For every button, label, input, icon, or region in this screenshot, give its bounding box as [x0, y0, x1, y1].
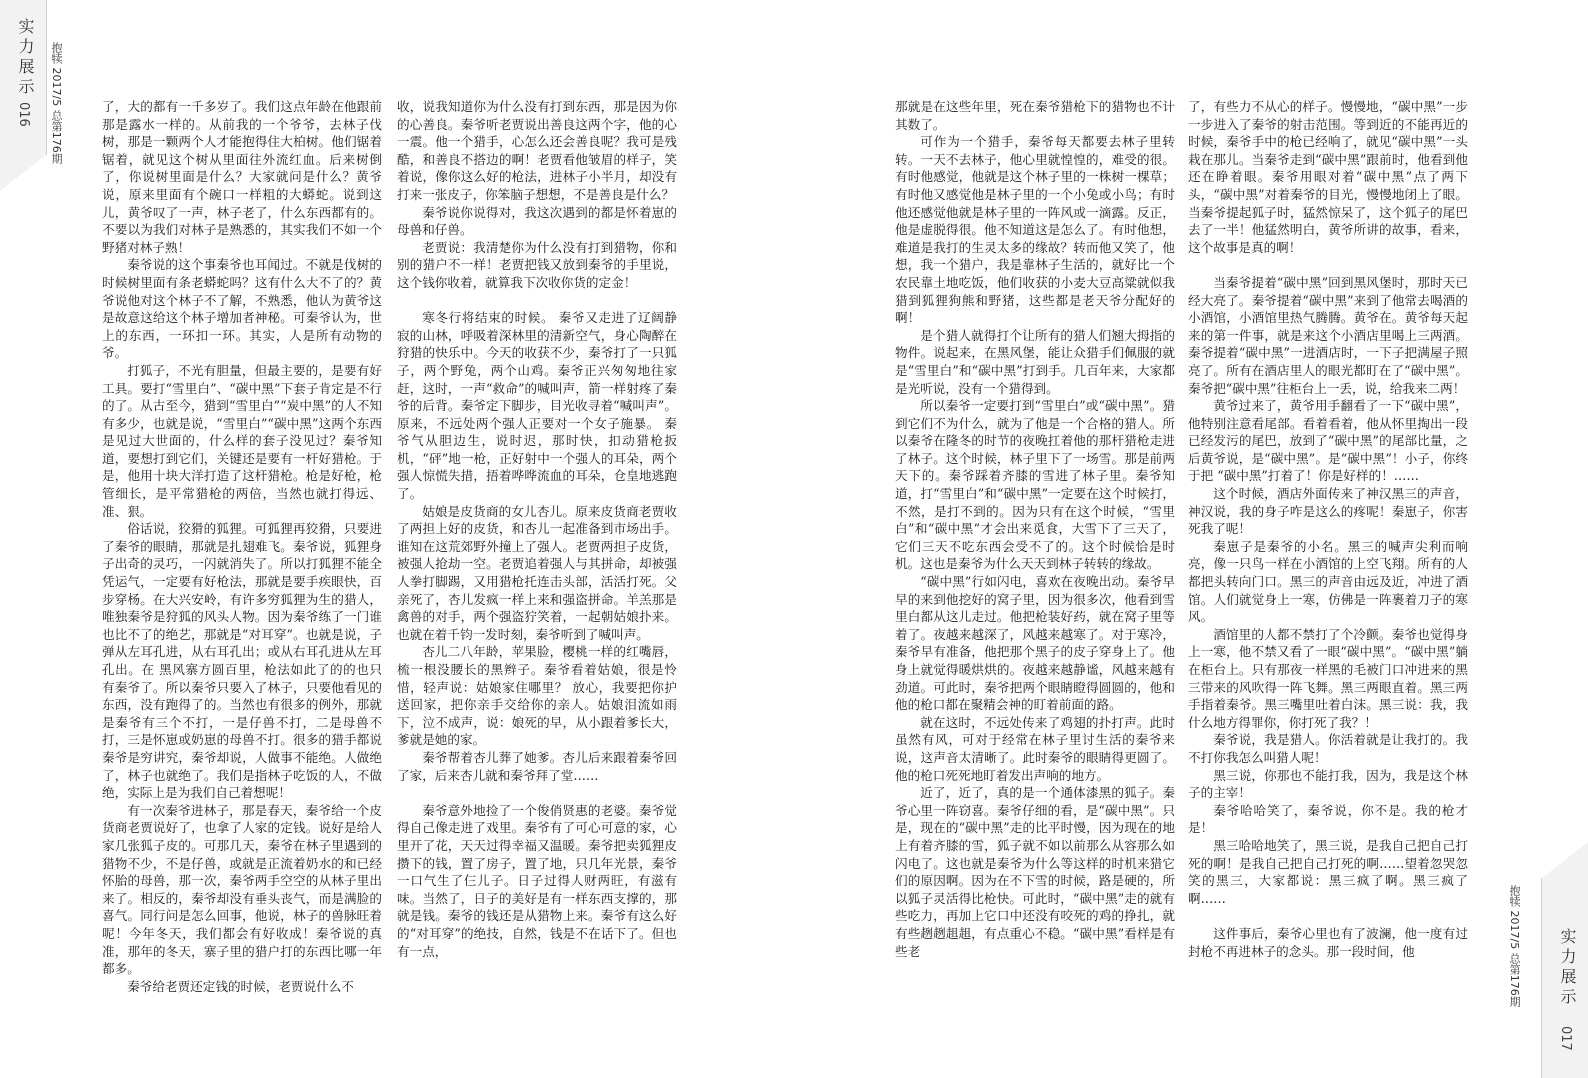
paragraph: 秦爷说的这个事秦爷也耳闻过。不就是伐树的时候树里面有条老蟒蛇吗？这有什么大不了的？黄爷说他对这个林子不了解，不熟悉，他认为黄爷这是故意这给这个林子增加者神秘。可秦爷认为，世上的东西，一环扣一环。其实，人是所有动物的爷。 [102, 257, 382, 361]
paragraph: 黑三哈哈地笑了，黑三说，是我自己把自己打死的啊！是我自己把自己打死的啊……望着忽哭忽笑的黑三，大家都说：黑三疯了啊。黑三疯了啊…… [1188, 837, 1468, 906]
paragraph: 秦爷给老贾还定钱的时候，老贾说什么不 [127, 978, 354, 994]
paragraph: 秦爷帮着杏儿葬了她爹。杏儿后来跟着秦爷回了家，后来杏儿就和秦爷拜了堂…… [397, 749, 677, 783]
paragraph: 是个猎人就得打个让所有的猎人们翘大拇指的物件。说起来，在黑风堡，能让众猎手们佩服的就是“雪里白”和“碳中黑”打到手。几百年来，大家都是光听说，没有一个猎得到。 [895, 327, 1175, 396]
paragraph: 秦爷说，我是猎人。你活着就是让我打的。我不打你我怎么叫猎人呢！ [1188, 732, 1468, 765]
paragraph: 秦崽子是秦爷的小名。黑三的喊声尖利而响亮，像一只鸟一样在小酒馆的上空飞翔。所有的人都把头转向门口。黑三的声音由远及近，冲进了酒馆。人们就觉身上一寒，仿佛是一阵裹着刀子的寒风。 [1188, 538, 1468, 625]
paragraph: 收，说我知道你为什么没有打到东西，那是因为你的心善良。秦爷听老贾说出善良这两个字，他的心一震。他一个猎手，心怎么还会善良呢？我可是残酷，和善良不搭边的啊！老贾看他皱眉的样子，笑着说，像你这么好的枪法，进林子小半月，却没有打来一张皮子，你笨脑子想想，不是善良是什么？ [397, 99, 677, 202]
right-page [794, 0, 1588, 1078]
paragraph: 黄爷过来了，黄爷用手翻看了一下“碳中黑”，他特别注意看尾部。看着看着，他从怀里掏出一段已经发污的尾巴，放到了“碳中黑”的尾部比量，之后黄爷说，是“碳中黑”。是“碳中黑”！小子，你终于把 “碳中黑”打着了！你是好样的！…… [1188, 398, 1468, 484]
paragraph: 秦爷说你说得对，我这次遇到的都是怀着崽的母兽和仔兽。 [397, 204, 677, 238]
left-section-label: 实力展示 [16, 18, 35, 98]
paragraph: “碳中黑”行如闪电，喜欢在夜晚出动。秦爷早早的来到他挖好的窝子里，因为很多次，他看到雪里白都从这儿走过。他把枪装好药，就在窝子里等着了。夜越来越深了，风越来越寒了。对于寒冷，秦爷早有准备，他把那个黑子的皮子穿身上了。他身上就觉得暖烘烘的。夜越来越静谧，风越来越有劲道。可此时，秦爷把两个眼睛瞪得圆圆的，他和他的枪口都在聚精会神的盯着前面的路。 [895, 574, 1175, 713]
paragraph: 黑三说，你那也不能打我，因为，我是这个林子的主宰！ [1188, 767, 1468, 801]
paragraph: 所以秦爷一定要打到“雪里白”或“碳中黑”。猎到它们不为什么，就为了他是一个合格的猎人。所以秦爷在隆冬的时节的夜晚扛着他的那杆猎枪走进了林子。这个时候，林子里下了一场雪。那是前两天下的。秦爷踩着齐膝的雪进了林子里。秦爷知道，打“雪里白”和“碳中黑”一定要在这个时候打，不然，是打不到的。因为只有在这个时候，“雪里白”和“碳中黑”才会出来觅食，大雪下了三天了，它们三天不吃东西会受不了的。这个时候恰是时机。这也是秦爷为什么天天到林子转转的缘故。 [895, 398, 1175, 572]
paragraph: 寒冬行将结束的时候。 秦爷又走进了辽阔静寂的山林，呼吸着深林里的清新空气，身心陶醉在狩猎的快乐中。今天的收获不少，秦爷打了一只狐子，两个野兔，两个山鸡。秦爷正兴匆匆地往家赶，这时，一声“救命”的喊叫声，箭一样射疼了秦爷的后背。秦爷定下脚步，目光收寻着“喊叫声”。原来，不远处两个强人正要对一个女子施暴。 秦爷气从胆边生，说时迟，那时快，扣动猎枪扳机，“砰”地一枪，正好射中一个强人的耳朵，两个强人惊慌失措，捂着哗哗流血的耳朵，仓皇地逃跑了。 [397, 310, 677, 502]
paragraph: 秦爷哈哈笑了，秦爷说，你不是。我的枪才是！ [1188, 802, 1468, 836]
paragraph: 秦爷意外地捡了一个俊俏贤惠的老婆。秦爷觉得自己像走进了戏里。秦爷有了可心可意的家，心里开了花，天天过得幸福又温暖。秦爷把卖狐狸皮攒下的钱，置了房子，置了地，只几年光景，秦爷一口气生了仨儿子。日子过得人财两旺，有滋有味。当然了，日子的美好是有一样东西支撑的，那就是钱。秦爷的钱还是从猎物上来。秦爷有这么好的“对耳穿”的绝技，自然，钱是不在话下了。但也有一点， [397, 802, 677, 959]
right-page-number: 017 [1558, 1026, 1573, 1051]
left-issue-info: 抱犊 2017/5 总第176期 [50, 42, 63, 164]
right-issue-info: 抱犊 2017/5 总第176期 [1508, 885, 1521, 1007]
paragraph: 打狐子，不光有胆量，但最主要的，是要有好工具。要打“雪里白”、“碳中黑”下套子肯定是不行的了。从古至今，猎到“雪里白”“炭中黑”的人不知有多少，也就是说，“雪里白”“碳中黑”这两个东西是见过大世面的，什么样的套子没见过？秦爷知道，要想打到它们，关键还是要有一杆好猎枪。于是，他用十块大洋打造了这杆猎枪。枪是好枪，枪管细长，是平常猎枪的两倍，当然也就打得远、准、狠。 [102, 362, 382, 519]
paragraph: 就在这时，不远处传来了鸡翅的扑打声。此时虽然有风，可对于经常在林子里讨生活的秦爷来说，这声音太清晰了。此时秦爷的眼睛得更圆了。他的枪口死死地盯着发出声响的地方。 [895, 714, 1175, 783]
right-column-2 [1188, 98, 1468, 960]
right-section-label: 实力展示 [1558, 928, 1577, 1008]
paragraph: 老贾说：我清楚你为什么没有打到猎物，你和别的猎户不一样！老贾把钱又放到秦爷的手里说，这个钱你收着，就算我下次收你货的定金！ [397, 239, 677, 290]
left-column-2 [397, 98, 677, 960]
paragraph: 杏儿二八年龄，苹果脸，樱桃一样的红嘴唇，梳一根没腰长的黑辫子。秦爷看着姑娘，很是怜惜，轻声说：姑娘家住哪里？ 放心，我要把你护送回家，把你亲手交给你的亲人。姑娘泪流如雨下，泣不成声，说：娘死的早，从小跟着爹长大，爹就是她的家。 [397, 644, 677, 748]
left-column-1 [102, 98, 382, 995]
right-page-section-tab [1541, 878, 1588, 1078]
paragraph: 酒馆里的人都不禁打了个冷颤。秦爷也觉得身上一寒，他不禁又看了一眼“碳中黑”。“碳中黑”躺在柜台上。只有那夜一样黑的毛被门口冲进来的黑三带来的风吹得一阵飞舞。黑三两眼直着。黑三两手指着秦爷。黑三嘴里吐着白沫。黑三说：我，我什么地方得罪你，你打死了我？！ [1188, 626, 1468, 730]
paragraph: 姑娘是皮货商的女儿杏儿。原来皮货商老贾收了两担上好的皮货，和杏儿一起准备到市场出手。谁知在这荒郊野外撞上了强人。老贾两担子皮货，被强人抢劫一空。老贾追着强人与其拼命，却被强人拳打脚踢，又用猎枪托连击头部，活活打死。父亲死了，杏儿发疯一样上来和强盗拼命。羊羔那是禽兽的对手，两个强盗狞笑着，一起朝姑娘扑来。也就在着千钧一发时刻，秦爷听到了喊叫声。 [397, 503, 677, 642]
right-column-1 [895, 98, 1175, 960]
left-page-section-tab [0, 0, 47, 155]
paragraph: 了，有些力不从心的样子。慢慢地，“碳中黑”一步一步进入了秦爷的射击范围。等到近的不能再近的时候，秦爷手中的枪已经响了，就见“碳中黑”一头栽在那儿。当秦爷走到“碳中黑”跟前时，他看到他还在睁着眼。秦爷用眼对着“碳中黑”点了两下头，“碳中黑”对着秦爷的目光，慢慢地闭上了眼。当秦爷提起狐子时，猛然惊呆了，这个狐子的尾巴去了一半！他猛然明白，黄爷所讲的故事，看来，这个故事是真的啊！ [1188, 99, 1468, 255]
paragraph: 有一次秦爷进林子，那是春天，秦爷给一个皮货商老贾说好了，也拿了人家的定钱。说好是给人家几张狐子皮的。可那几天，秦爷在林子里遇到的猎物不少，不是仔兽，或就是正流着奶水的和已经怀胎的母兽，那一次，秦爷两手空空的从林子里出来了。相反的，秦爷却没有垂头丧气，而是满脸的喜气。同行问是怎么回事，他说，林子的兽脉旺着呢！今年冬天，我们都会有好收成！秦爷说的真准，那年的冬天，寨子里的猎户打的东西比哪一年都多。 [102, 802, 382, 977]
left-page-number: 016 [16, 102, 31, 127]
paragraph: 那就是在这些年里，死在秦爷猎枪下的猎物也不计其数了。 [895, 99, 1175, 132]
paragraph: 可作为一个猎手，秦爷每天都要去林子里转转。一天不去林子，他心里就惶惶的，难受的很。有时他感觉，他就是这个林子里的一株树一棵草；有时他又感觉他是林子里的一个小兔或小鸟；有时他还感觉他就是林子里的一阵风或一滴露。反正，他是虚脱得很。他不知道这是怎么了。有时他想，难道是我打的生灵太多的缘故？转而他又笑了，他想，我一个猎户，我是靠林子生活的，就好比一个农民靠土地吃饭，他们收获的小麦大豆高粱就似我猎到狐狸狗熊和野猪，这些都是老天爷分配好的啊！ [895, 134, 1175, 326]
paragraph: 当秦爷提着“碳中黑”回到黑风堡时，那时天已经大亮了。秦爷提着“碳中黑”来到了他常去喝酒的小酒馆，小酒馆里热气腾腾。黄爷在。黄爷每天起来的第一件事，就是来这个小酒店里喝上三两酒。秦爷提着“碳中黑”一进酒店时，一下子把满屋子照亮了。所有在酒店里人的眼光都盯在了“碳中黑”。秦爷把“碳中黑”往柜台上一丢，说，给我来二两！ [1188, 274, 1468, 396]
paragraph: 这件事后，秦爷心里也有了波澜，他一度有过封枪不再进林子的念头。那一段时间，他 [1188, 925, 1468, 959]
paragraph: 近了，近了，真的是一个通体漆黑的狐子。秦爷心里一阵窃喜。秦爷仔细的看，是“碳中黑”。只是，现在的“碳中黑”走的比平时慢，因为现在的地上有着齐膝的雪，狐子就不如以前那么从容那么如闪电了。这也就是秦爷为什么等这样的时机来猎它们的原因啊。因为在不下雪的时候，路是硬的，所以狐子灵活得比枪快。可此时，“碳中黑”走的就有些吃力，再加上它口中还没有咬死的鸡的挣扎，就有些趔趔趄趄，有点重心不稳。“碳中黑”看样是有些老 [895, 785, 1175, 959]
paragraph: 这个时候，酒店外面传来了神汉黑三的声音，神汉说，我的身子咋是这么的疼呢！秦崽子，你害死我了呢！ [1188, 486, 1468, 537]
paragraph: 俗话说，狡猾的狐狸。可狐狸再狡猾，只要进了秦爷的眼睛，那就是扎翅难飞。秦爷说，狐狸身子出奇的灵巧，一闪就消失了。所以打狐狸不能全凭运气，一定要有好枪法，那就是要手疾眼快，百步穿杨。在大兴安岭，有许多穷狐狸为生的猎人，唯独秦爷是狩狐的风头人物。因为秦爷练了一门谁也比不了的绝艺，那就是“对耳穿”。也就是说，子弹从左耳孔进，从右耳孔出；或从右耳孔进从左耳孔出。在 黑风寨方圆百里，枪法如此了的的也只有秦爷了。所以秦爷只要入了林子，只要他看见的东西，没有跑得了的。当然也有很多的例外，那就是秦爷有三个不打，一是仔兽不打，二是母兽不打，三是怀崽或奶崽的母兽不打。很多的猎手都说秦爷是穷讲究，秦爷却说，人做事不能绝。人做绝了，林子也就绝了。我们是指林子吃饭的人，不做绝，实际上是为我们自己着想呢！ [102, 521, 382, 801]
paragraph: 了，大的都有一千多岁了。我们这点年龄在他跟前那是露水一样的。从前我的一个爷爷，去林子伐树，那是一颗两个人才能抱得住大柏树。他们锯着锯着，就见这个树从里面往外流红血。后来树倒了，你说树里面是什么？大家就问是什么？黄爷说，原来里面有个碗口一样粗的大蟒蛇。说到这儿，黄爷叹了一声，林子老了，什么东西都有的。不要以为我们对林子是熟悉的，其实我们不如一个野猪对林子熟！ [102, 99, 382, 255]
